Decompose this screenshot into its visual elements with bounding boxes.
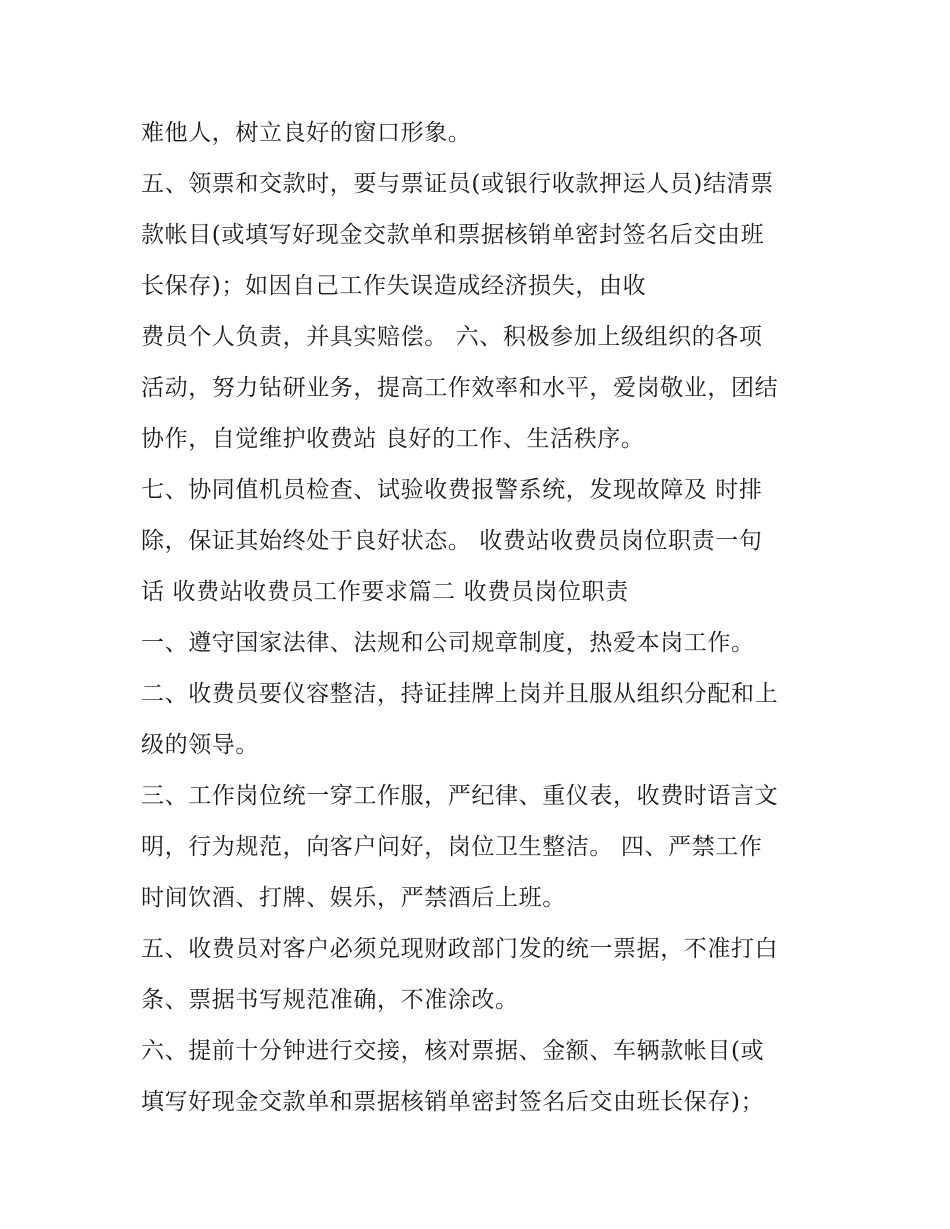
text-line: 活动，努力钻研业务，提高工作效率和水平，爱岗敬业，团结 [141, 375, 779, 401]
text-line: 二、收费员要仪容整洁，持证挂牌上岗并且服从组织分配和上 [141, 681, 779, 707]
text-line: 话 收费站收费员工作要求篇二 收费员岗位职责 [141, 579, 629, 605]
text-line: 五、收费员对客户必须兑现财政部门发的统一票据，不准打白 [141, 936, 779, 962]
text-line: 协作，自觉维护收费站 良好的工作、生活秩序。 [141, 426, 645, 452]
text-line: 费员个人负责，并具实赔偿。 六、积极参加上级组织的各项 [141, 324, 763, 350]
text-line: 三、工作岗位统一穿工作服，严纪律、重仪表，收费时语言文 [141, 783, 779, 809]
text-line: 时间饮酒、打牌、娱乐，严禁酒后上班。 [141, 885, 566, 911]
text-line: 六、提前十分钟进行交接，核对票据、金额、车辆款帐目(或 [141, 1038, 765, 1064]
text-line: 填写好现金交款单和票据核销单密封签名后交由班长保存)； [141, 1089, 765, 1115]
text-line: 难他人，树立良好的窗口形象。 [141, 120, 472, 146]
text-line: 一、遵守国家法律、法规和公司规章制度，热爱本岗工作。 [141, 630, 755, 656]
text-line: 款帐目(或填写好现金交款单和票据核销单密封签名后交由班 [141, 222, 765, 248]
text-line: 长保存)；如因自己工作失误造成经济损失，由收 [141, 273, 647, 299]
text-line: 除，保证其始终处于良好状态。 收费站收费员岗位职责一句 [141, 528, 763, 554]
text-line: 明，行为规范，向客户问好，岗位卫生整洁。 四、严禁工作 [141, 834, 763, 860]
body-text [141, 108, 831, 1128]
text-line: 五、领票和交款时，要与票证员(或银行收款押运人员)结清票 [141, 171, 774, 197]
text-line: 级的领导。 [141, 732, 259, 758]
text-line: 七、协同值机员检查、试验收费报警系统，发现故障及 时排 [141, 477, 763, 503]
text-line: 条、票据书写规范准确，不准涂改。 [141, 987, 519, 1013]
